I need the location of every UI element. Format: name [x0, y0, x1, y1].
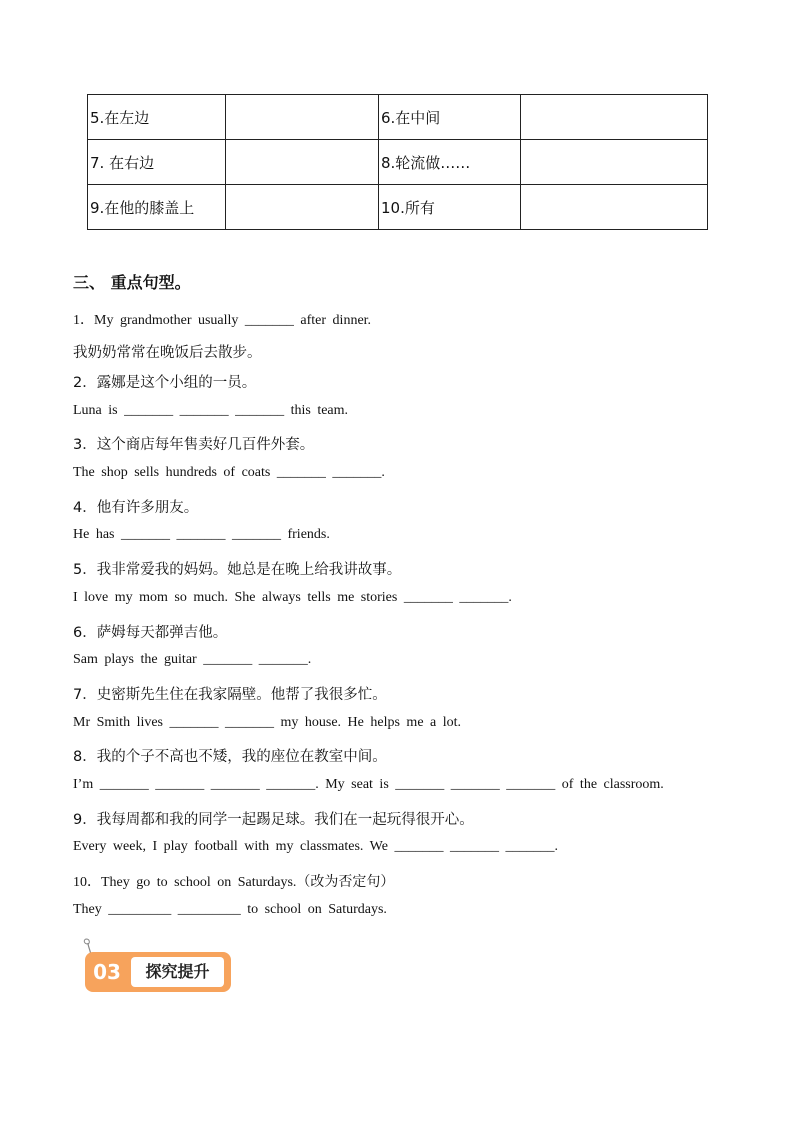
english-sentence: I love my mom so much. She always tells me stories _______ _______.: [73, 590, 512, 605]
prompt-cell: 7. 在右边: [88, 140, 226, 185]
answer-cell[interactable]: [226, 95, 379, 140]
english-sentence: 10．They go to school on Saturdays.（改为否定句）: [73, 875, 395, 890]
english-sentence: The shop sells hundreds of coats _______ _______.: [73, 465, 385, 480]
banner-number: 03: [93, 960, 121, 984]
prompt-cell: 8.轮流做……: [379, 140, 521, 185]
english-sentence: They _________ _________ to school on Saturdays.: [73, 902, 387, 917]
chinese-sentence: 2．露娜是这个小组的一员。: [73, 375, 257, 391]
english-sentence: I’m _______ _______ _______ _______. My seat is _______ _______ _______ of the classroom.: [73, 777, 664, 792]
chinese-sentence: 5．我非常爱我的妈妈。她总是在晚上给我讲故事。: [73, 562, 402, 578]
prompt-cell: 9.在他的膝盖上: [88, 185, 226, 230]
banner-label: 探究提升: [145, 962, 210, 981]
answer-cell[interactable]: [226, 140, 379, 185]
english-sentence: Sam plays the guitar _______ _______.: [73, 652, 312, 667]
chinese-sentence: 7．史密斯先生住在我家隔壁。他帮了我很多忙。: [73, 687, 387, 703]
section-title: 三、 重点句型。: [73, 273, 191, 292]
table-row: [88, 95, 708, 140]
chinese-sentence: 9．我每周都和我的同学一起踢足球。我们在一起玩得很开心。: [73, 812, 474, 828]
table-row: [88, 185, 708, 230]
english-sentence: Luna is _______ _______ _______ this team.: [73, 403, 349, 418]
prompt-cell: 5.在左边: [88, 95, 226, 140]
chinese-sentence: 3．这个商店每年售卖好几百件外套。: [73, 437, 315, 453]
english-sentence: He has _______ _______ _______ friends.: [73, 527, 330, 542]
chinese-sentence: 4．他有许多朋友。: [73, 500, 199, 516]
answer-cell[interactable]: [226, 185, 379, 230]
chinese-sentence: 6．萨姆每天都弹吉他。: [73, 625, 228, 641]
english-sentence: Mr Smith lives _______ _______ my house. He helps me a lot.: [73, 715, 462, 730]
answer-cell[interactable]: [521, 140, 708, 185]
section-banner: [82, 938, 234, 996]
vocabulary-table-body: [88, 95, 708, 230]
answer-cell[interactable]: [521, 95, 708, 140]
vocabulary-table: [87, 94, 708, 230]
prompt-cell: 10.所有: [379, 185, 521, 230]
english-sentence: Every week, I play football with my classmates. We _______ _______ _______.: [73, 839, 558, 854]
chinese-sentence: 8．我的个子不高也不矮，我的座位在教室中间。: [73, 749, 387, 765]
prompt-cell: 6.在中间: [379, 95, 521, 140]
table-row: [88, 140, 708, 185]
chinese-sentence: 我奶奶常常在晚饭后去散步。: [73, 345, 262, 361]
answer-cell[interactable]: [521, 185, 708, 230]
english-sentence: 1．My grandmother usually _______ after dinner.: [73, 313, 372, 328]
